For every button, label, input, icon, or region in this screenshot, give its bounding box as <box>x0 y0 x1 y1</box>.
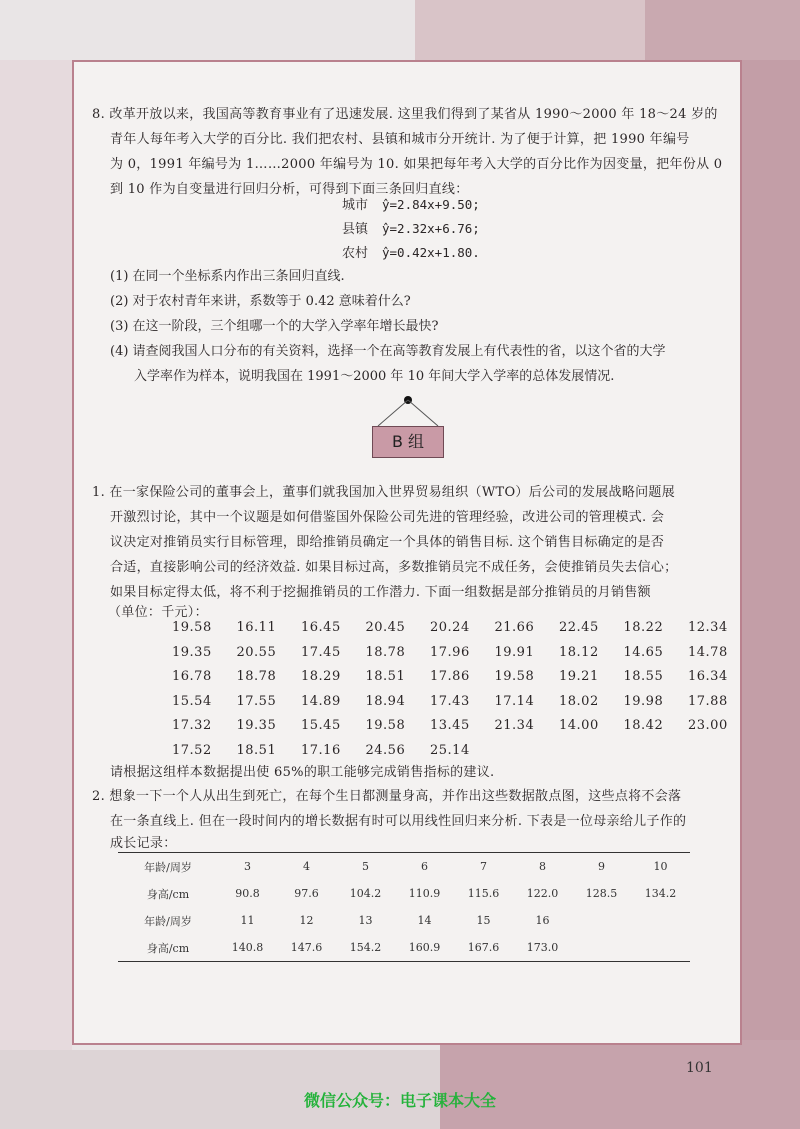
table-row <box>118 853 690 881</box>
table-row <box>118 880 690 907</box>
group-b-sign <box>372 412 444 450</box>
problem-b1-line: 议决定对推销员实行目标管理，即给推销员确定一个具体的销售目标. 这个销售目标确定的是否 <box>110 535 665 550</box>
problem-8-line: 到 10 作为自变量进行回归分析，可得到下面三条回归直线： <box>110 182 469 197</box>
table-cell: 6 <box>421 860 428 873</box>
data-cell: 19.21 <box>559 669 599 684</box>
table-cell: 12 <box>299 914 314 927</box>
table-cell: 15 <box>476 914 491 927</box>
subquestion: (1) 在同一个坐标系内作出三条回归直线. <box>110 269 345 284</box>
data-cell: 17.86 <box>430 669 470 684</box>
data-cell: 14.00 <box>559 718 599 733</box>
problem-b1-line: 1. 在一家保险公司的董事会上，董事们就我国加入世界贸易组织（WTO）后公司的发展战略问题展 <box>92 485 676 500</box>
table-cell: 7 <box>480 860 487 873</box>
data-cell: 16.11 <box>236 620 277 635</box>
subquestion: (3) 在这一阶段，三个组哪一个的大学入学率年增长最快? <box>110 319 439 334</box>
data-cell: 13.45 <box>430 718 470 733</box>
data-cell: 17.16 <box>301 742 341 758</box>
page-number: 101 <box>686 1060 713 1076</box>
hanging-string-icon <box>372 396 444 426</box>
problem-8-line: 为 0，1991 年编号为 1……2000 年编号为 10. 如果把每年考入大学的百分比作为因变量，把年份从 0 <box>110 157 723 172</box>
table-cell <box>631 907 690 934</box>
footer-watermark: 微信公众号：电子课本大全 <box>303 1091 496 1110</box>
data-cell: 16.45 <box>301 620 341 635</box>
problem-b1-line: 开激烈讨论，其中一个议题是如何借鉴国外保险公司先进的管理经验，改进公司的管理模式. 会 <box>110 510 665 525</box>
table-cell: 122.0 <box>526 887 559 900</box>
data-cell: 18.29 <box>301 669 341 684</box>
table-header-cell: 身高/cm <box>146 887 190 901</box>
data-row <box>172 620 753 645</box>
table-cell: 173.0 <box>526 941 559 954</box>
data-cell: 17.52 <box>172 742 212 758</box>
table-cell: 110.9 <box>408 887 441 900</box>
data-cell: 19.35 <box>172 644 212 660</box>
table-cell: 128.5 <box>585 887 618 900</box>
data-cell: 21.34 <box>494 718 535 733</box>
table-cell: 115.6 <box>467 887 500 900</box>
data-cell: 17.43 <box>430 693 470 709</box>
data-cell: 17.14 <box>494 693 535 709</box>
table-cell: 9 <box>598 860 605 873</box>
data-cell: 17.32 <box>172 718 212 733</box>
problem-b2-line: 成长记录： <box>110 836 177 851</box>
decor-block <box>415 0 645 60</box>
data-cell: 18.02 <box>559 693 599 709</box>
growth-record-table <box>118 852 690 962</box>
table-cell: 8 <box>539 860 546 873</box>
table-cell: 167.6 <box>467 941 500 954</box>
group-label: B 组 <box>372 426 444 458</box>
problem-b1-line: 合适，直接影响公司的经济效益. 如果目标过高，多数推销员完不成任务，会使推销员失去信心； <box>110 560 678 575</box>
data-cell: 20.45 <box>365 620 406 635</box>
data-cell: 18.42 <box>623 718 664 733</box>
table-header-cell: 年龄/周岁 <box>144 914 192 928</box>
table-cell: 90.8 <box>235 887 260 900</box>
sales-data-grid <box>172 620 753 767</box>
data-row <box>172 694 753 719</box>
decor-block <box>742 60 800 1050</box>
table-row <box>118 934 690 962</box>
regression-equation <box>342 241 480 266</box>
problem-b2-line: 在一条直线上. 但在一段时间内的增长数据有时可以用线性回归来分析. 下表是一位母亲给儿子作的 <box>110 814 687 829</box>
data-cell: 15.54 <box>172 693 212 709</box>
data-cell: 20.55 <box>236 644 277 660</box>
decor-block <box>0 60 72 1050</box>
table-cell <box>631 934 690 962</box>
data-cell: 17.55 <box>236 693 277 709</box>
data-cell: 17.45 <box>301 644 341 660</box>
equation-formula: ŷ=2.84x+9.50; <box>382 197 480 212</box>
data-cell: 18.51 <box>236 742 277 758</box>
table-row <box>118 907 690 934</box>
table-cell: 13 <box>358 914 373 927</box>
data-cell: 19.91 <box>494 644 535 660</box>
data-cell: 19.98 <box>623 693 664 709</box>
data-cell: 18.12 <box>559 644 599 660</box>
regression-equation <box>342 193 480 218</box>
subquestion: (4) 请查阅我国人口分布的有关资料，选择一个在高等教育发展上有代表性的省，以这个省的大学 <box>110 344 666 359</box>
data-cell: 19.58 <box>365 718 406 733</box>
table-cell: 14 <box>417 914 432 927</box>
table-cell: 4 <box>303 860 310 873</box>
problem-b2-line: 2. 想象一下一个人从出生到死亡，在每个生日都测量身高，并作出这些数据散点图，这些点将不会落 <box>92 789 682 804</box>
data-cell: 15.45 <box>301 718 341 733</box>
table-cell: 147.6 <box>290 941 323 954</box>
data-cell: 18.22 <box>623 620 664 635</box>
data-cell: 21.66 <box>494 620 535 635</box>
data-cell: 17.96 <box>430 644 470 660</box>
table-cell: 140.8 <box>231 941 264 954</box>
problem-8-line: 8. 改革开放以来，我国高等教育事业有了迅速发展. 这里我们得到了某省从 1990～2000 年 18～24 岁的 <box>92 107 718 122</box>
data-cell: 12.34 <box>688 620 728 635</box>
data-cell: 16.34 <box>688 669 728 684</box>
equation-label: 农村 <box>342 246 369 261</box>
table-cell: 11 <box>240 914 255 927</box>
data-row <box>172 645 753 670</box>
data-cell: 18.78 <box>236 669 277 684</box>
table-cell <box>572 907 631 934</box>
data-cell: 18.94 <box>365 693 406 709</box>
data-cell: 16.78 <box>172 669 212 684</box>
table-cell: 134.2 <box>644 887 677 900</box>
table-cell: 10 <box>653 860 668 873</box>
data-cell: 18.51 <box>365 669 406 684</box>
data-cell: 23.00 <box>688 718 728 733</box>
table-cell: 104.2 <box>349 887 382 900</box>
subquestion: 入学率作为样本，说明我国在 1991～2000 年 10 年间大学入学率的总体发展情况. <box>134 369 615 384</box>
table-cell: 160.9 <box>408 941 441 954</box>
data-row <box>172 718 753 743</box>
data-cell: 14.65 <box>623 644 664 660</box>
data-cell: 19.35 <box>236 718 277 733</box>
data-cell: 14.78 <box>688 644 728 660</box>
data-cell: 18.78 <box>365 644 406 660</box>
table-cell <box>572 934 631 962</box>
decor-block <box>440 1040 800 1129</box>
data-cell: 19.58 <box>494 669 535 684</box>
equation-formula: ŷ=0.42x+1.80. <box>382 245 480 260</box>
problem-b1-line: 如果目标定得太低，将不利于挖掘推销员的工作潜力. 下面一组数据是部分推销员的月销售额 <box>110 585 651 600</box>
data-cell: 17.88 <box>688 693 728 709</box>
data-row <box>172 669 753 694</box>
problem-8-line: 青年人每年考入大学的百分比. 我们把农村、县镇和城市分开统计. 为了便于计算，把 1990 年编号 <box>110 132 690 147</box>
regression-equation <box>342 217 480 242</box>
table-cell: 97.6 <box>294 887 319 900</box>
data-cell: 19.58 <box>172 620 212 635</box>
problem-b1-line: （单位：千元）： <box>108 605 208 620</box>
table-cell: 3 <box>244 860 251 873</box>
table-cell: 16 <box>535 914 550 927</box>
data-cell: 25.14 <box>430 742 470 758</box>
equation-formula: ŷ=2.32x+6.76; <box>382 221 480 236</box>
table-cell: 5 <box>362 860 369 873</box>
equation-label: 城市 <box>342 198 369 213</box>
table-cell: 154.2 <box>349 941 382 954</box>
problem-b1-closing: 请根据这组样本数据提出使 65%的职工能够完成销售指标的建议. <box>110 765 495 780</box>
table-header-cell: 年龄/周岁 <box>144 860 192 874</box>
table-header-cell: 身高/cm <box>146 941 190 955</box>
data-cell: 14.89 <box>301 693 341 709</box>
data-cell: 20.24 <box>430 620 470 635</box>
data-cell: 18.55 <box>623 669 664 684</box>
decor-block <box>645 0 800 60</box>
data-cell: 22.45 <box>559 620 599 635</box>
subquestion: (2) 对于农村青年来讲，系数等于 0.42 意味着什么? <box>110 294 411 309</box>
data-cell: 24.56 <box>365 742 406 758</box>
equation-label: 县镇 <box>342 222 369 237</box>
